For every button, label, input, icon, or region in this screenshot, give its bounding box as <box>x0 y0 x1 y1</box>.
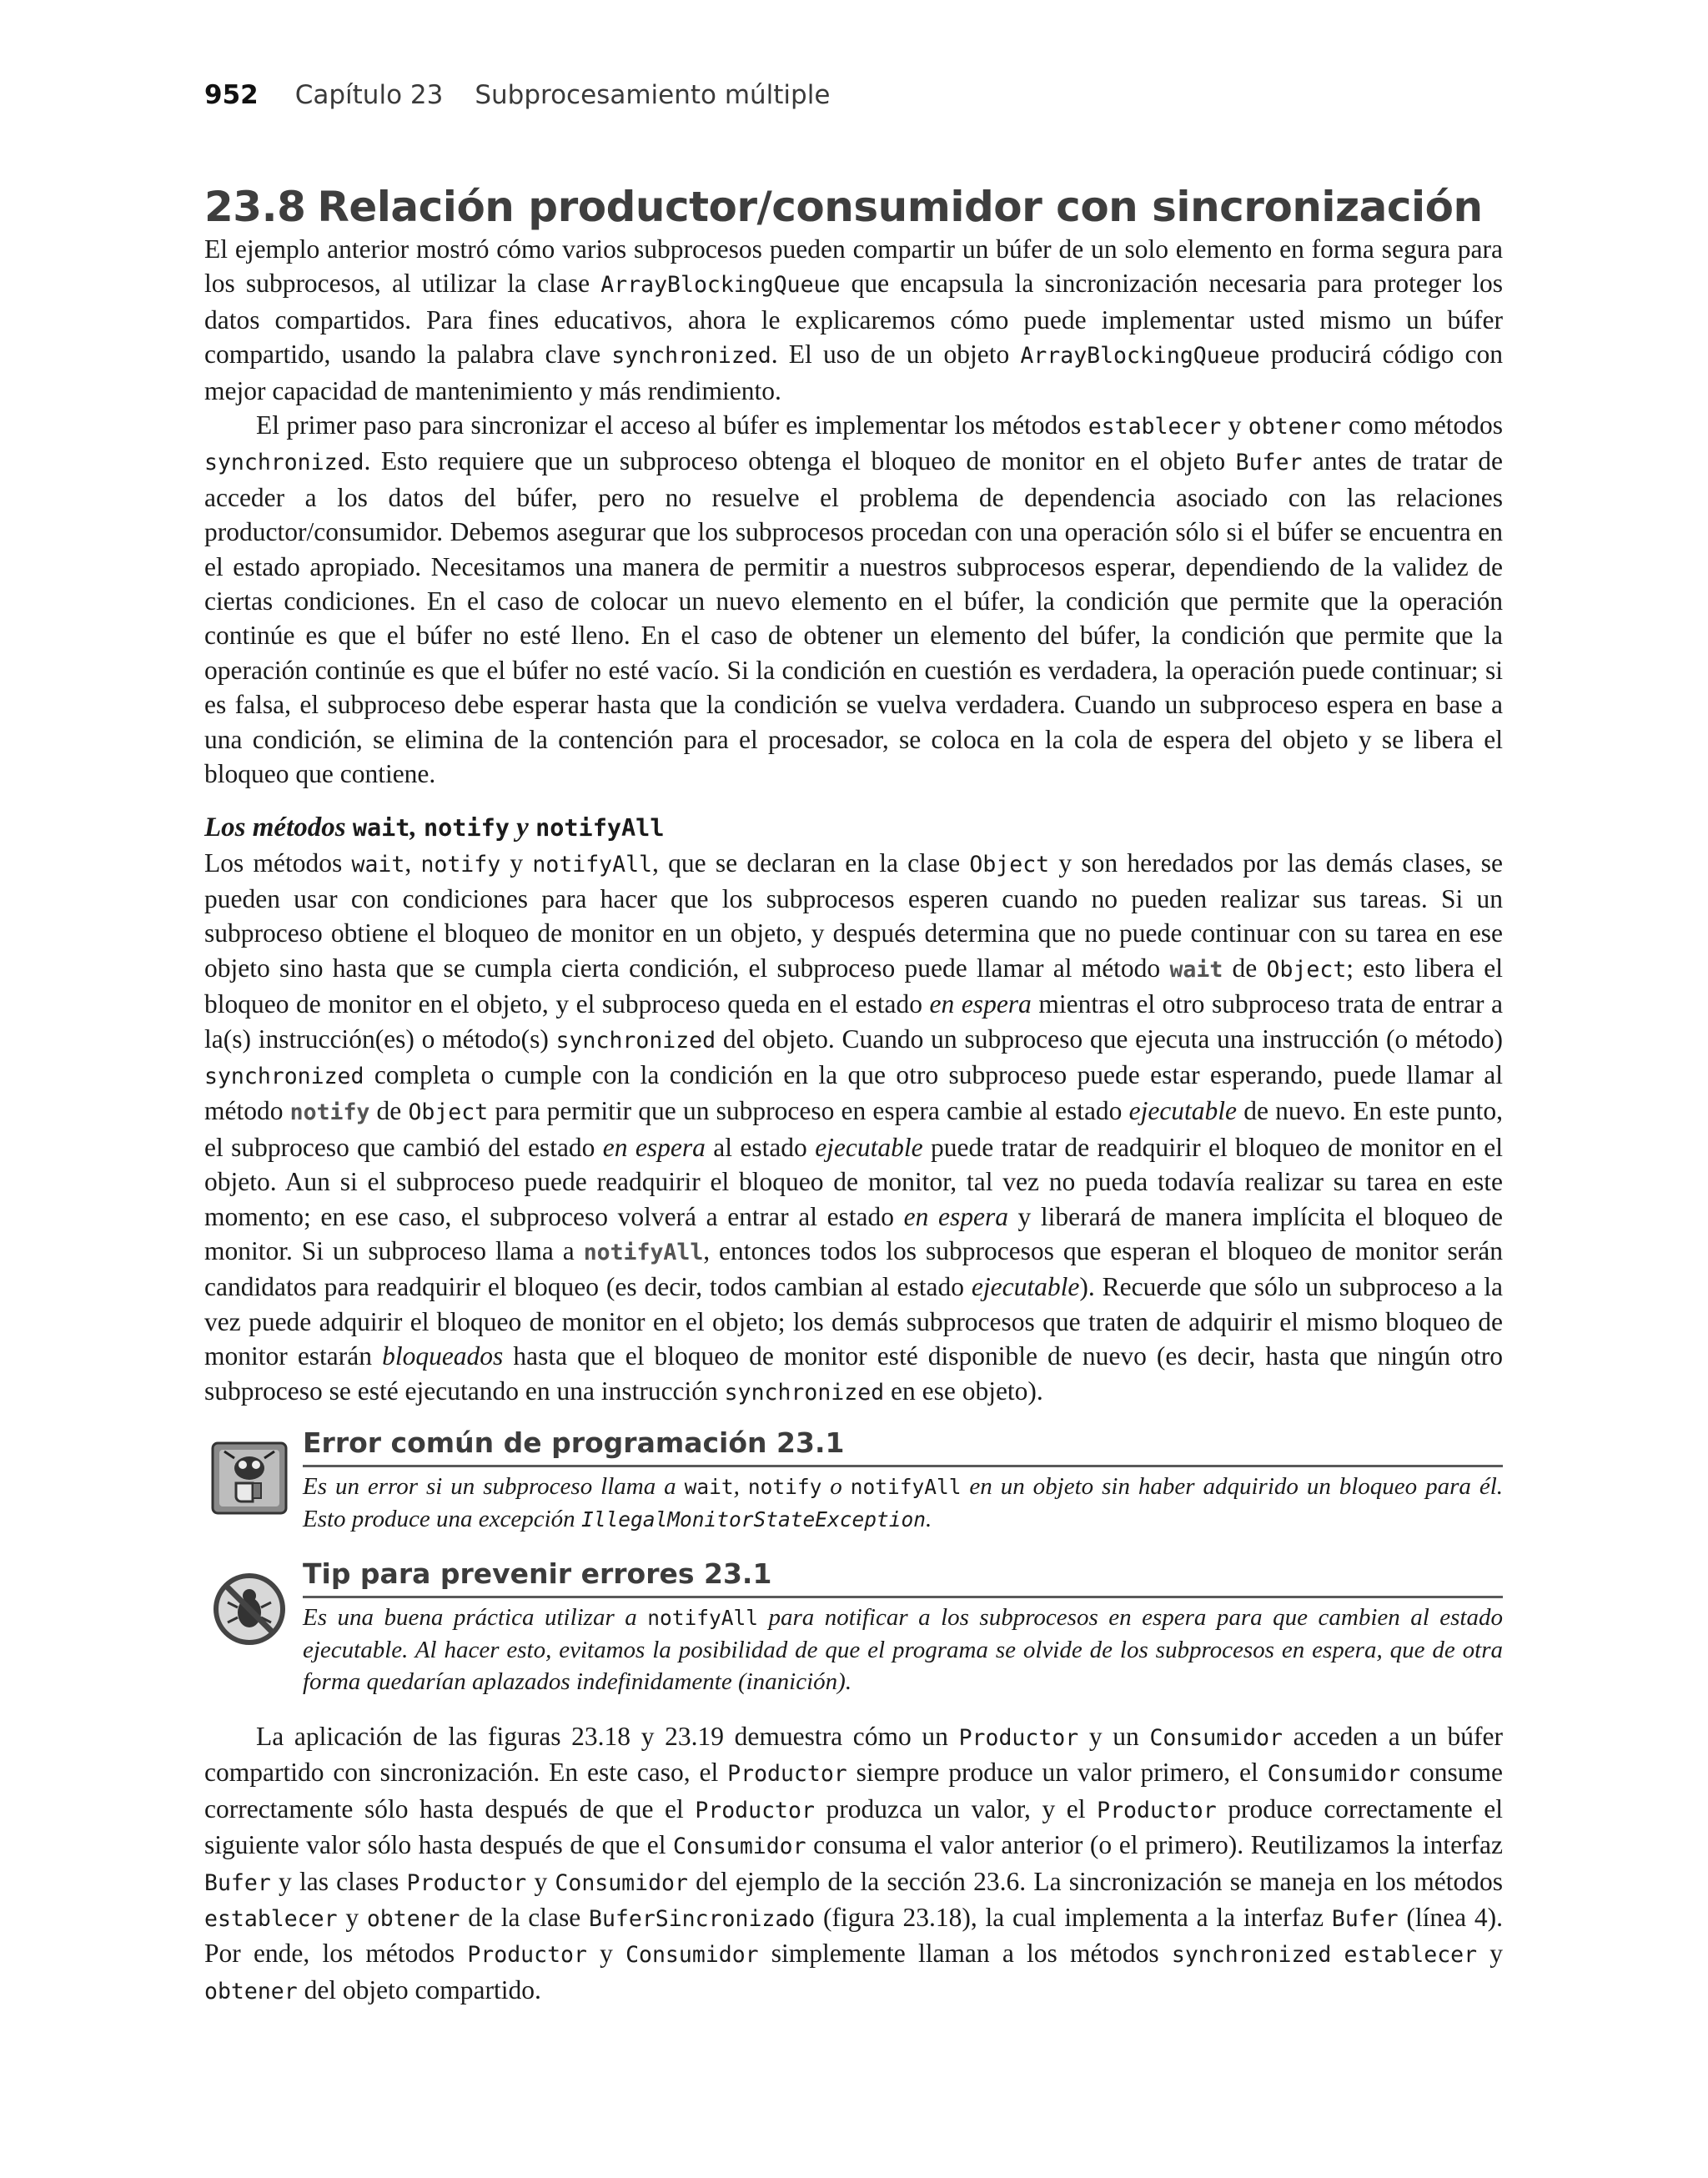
common-error-callout <box>204 1425 1503 1536</box>
chapter-label: Capítulo 23 <box>294 80 444 110</box>
running-head <box>204 80 830 110</box>
section-number: 23.8 <box>204 183 306 231</box>
no-bug-icon <box>211 1571 288 1647</box>
section-title: Relación productor/consumidor con sincronización <box>317 183 1483 231</box>
chapter-title: Subprocesamiento múltiple <box>475 80 831 110</box>
page-body <box>204 182 1503 2009</box>
paragraph-4: La aplicación de las figuras 23.18 y 23.19 demuestra cómo un Productor y un Consumidor acceden a un búfer compartido con sincronización. En este caso, el Productor siempre produce un valor primero, el Consumidor consume correctamente sólo hasta después de que el Productor produzca un valor, y el Productor produce correctamente el siguiente valor sólo hasta después de que el Consumidor consuma el valor anterior (o el primero). Reutilizamos la interfaz Bufer y las clases Productor y Consumidor del ejemplo de la sección 23.6. La sincronización se maneja en los métodos establecer y obtener de la clase BuferSincronizado (figura 23.18), la cual implementa a la interfaz Bufer (línea 4). Por ende, los métodos Productor y Consumidor simplemente llaman a los métodos synchronized establecer y obtener del objeto compartido. <box>204 1722 1504 2004</box>
page-number: 952 <box>204 80 259 110</box>
error-prevention-tip-title: Tip para prevenir errores 23.1 <box>303 1556 1503 1598</box>
error-prevention-tip-text: Es una buena práctica utilizar a notifyAll para notificar a los subprocesos en espera para que cambien al estado ejecutable. Al hacer esto, evitamos la posibilidad de que el programa se olvide de los subprocesos en espera, que de otra forma quedarían aplazados indefinidamente (inanición). <box>303 1604 1503 1695</box>
paragraph-2: El primer paso para sincronizar el acceso al búfer es implementar los métodos establecer y obtener como métodos synchronized. Esto requiere que un subproceso obtenga el bloqueo de monitor en el objeto Bufer antes de tratar de acceder a los datos del búfer, pero no resuelve el problema de dependencia asociado con las relaciones productor/consumidor. Debemos asegurar que los subprocesos procedan con una operación sólo si el búfer se encuentra en el estado apropiado. Necesitamos una manera de permitir a nuestros subprocesos esperar, dependiendo de la validez de ciertas condiciones. En el caso de colocar un nuevo elemento en el búfer, la condición que permite que la operación continúe es que el búfer no esté lleno. En el caso de obtener un elemento del búfer, la condición que permite que la operación continúe es que el búfer no esté vacío. Si la condición en cuestión es verdadera, la operación puede continuar; si es falsa, el subproceso debe esperar hasta que la condición se vuelva verdadera. Cuando un subproceso espera en base a una condición, se elimina de la contención para el procesador, se coloca en la cola de espera del objeto y se libera el bloqueo que contiene. <box>204 410 1504 789</box>
common-error-title: Error común de programación 23.1 <box>303 1425 1503 1467</box>
paragraph-3: Los métodos wait, notify y notifyAll, que se declaran en la clase Object y son heredados por las demás clases, se pueden usar con condiciones para hacer que los subprocesos esperen cuando no pueden realizar sus tareas. Si un subproceso obtiene el bloqueo de monitor en un objeto, y después determina que no puede continuar con su tarea en ese objeto sino hasta que se cumpla cierta condición, el subproceso puede llamar al método wait de Object; esto libera el bloqueo de monitor en el objeto, y el subproceso queda en el estado en espera mientras el otro subproceso trata de entrar a la(s) instrucción(es) o método(s) synchronized del objeto. Cuando un subproceso que ejecuta una instrucción (o método) synchronized completa o cumple con la condición en la que otro subproceso puede estar esperando, puede llamar al método notify de Object para permitir que un subproceso en espera cambie al estado ejecutable de nuevo. En este punto, el subproceso que cambió del estado en espera al estado ejecutable puede tratar de readquirir el bloqueo de monitor en el objeto. Aun si el subproceso puede readquirir el bloqueo de monitor, tal vez no pueda todavía realizar su tarea en este momento; en ese caso, el subproceso volverá a entrar al estado en espera y liberará de manera implícita el bloqueo de monitor. Si un subproceso llama a notifyAll, entonces todos los subprocesos que esperan el bloqueo de monitor serán candidatos para readquirir el bloqueo (es decir, todos cambian al estado ejecutable). Recuerde que sólo un subproceso a la vez puede adquirir el bloqueo de monitor en el objeto; los demás subprocesos que traten de adquirir el mismo bloqueo de monitor estarán bloqueados hasta que el bloqueo de monitor esté disponible de nuevo (es decir, hasta que ningún otro subproceso se esté ejecutando en una instrucción synchronized en ese objeto). <box>204 848 1504 1406</box>
section-heading <box>204 182 1503 232</box>
error-prevention-tip-callout <box>204 1556 1503 1698</box>
subsection-heading: Los métodos wait, notify y notifyAll <box>204 812 665 843</box>
common-error-text: Es un error si un subproceso llama a wait, notify o notifyAll en un objeto sin haber adquirido un bloqueo para él. Esto produce una excepción IllegalMonitorStateException. <box>303 1473 1504 1532</box>
paragraph-1: El ejemplo anterior mostró cómo varios subprocesos pueden compartir un búfer de un solo elemento en forma segura para los subprocesos, al utilizar la clase ArrayBlockingQueue que encapsula la sincronización necesaria para proteger los datos compartidos. Para fines educativos, ahora le explicaremos cómo puede implementar usted mismo un búfer compartido, usando la palabra clave synchronized. El uso de un objeto ArrayBlockingQueue producirá código con mejor capacidad de mantenimiento y más rendimiento. <box>204 234 1503 405</box>
bug-thumbs-down-icon <box>211 1440 288 1517</box>
